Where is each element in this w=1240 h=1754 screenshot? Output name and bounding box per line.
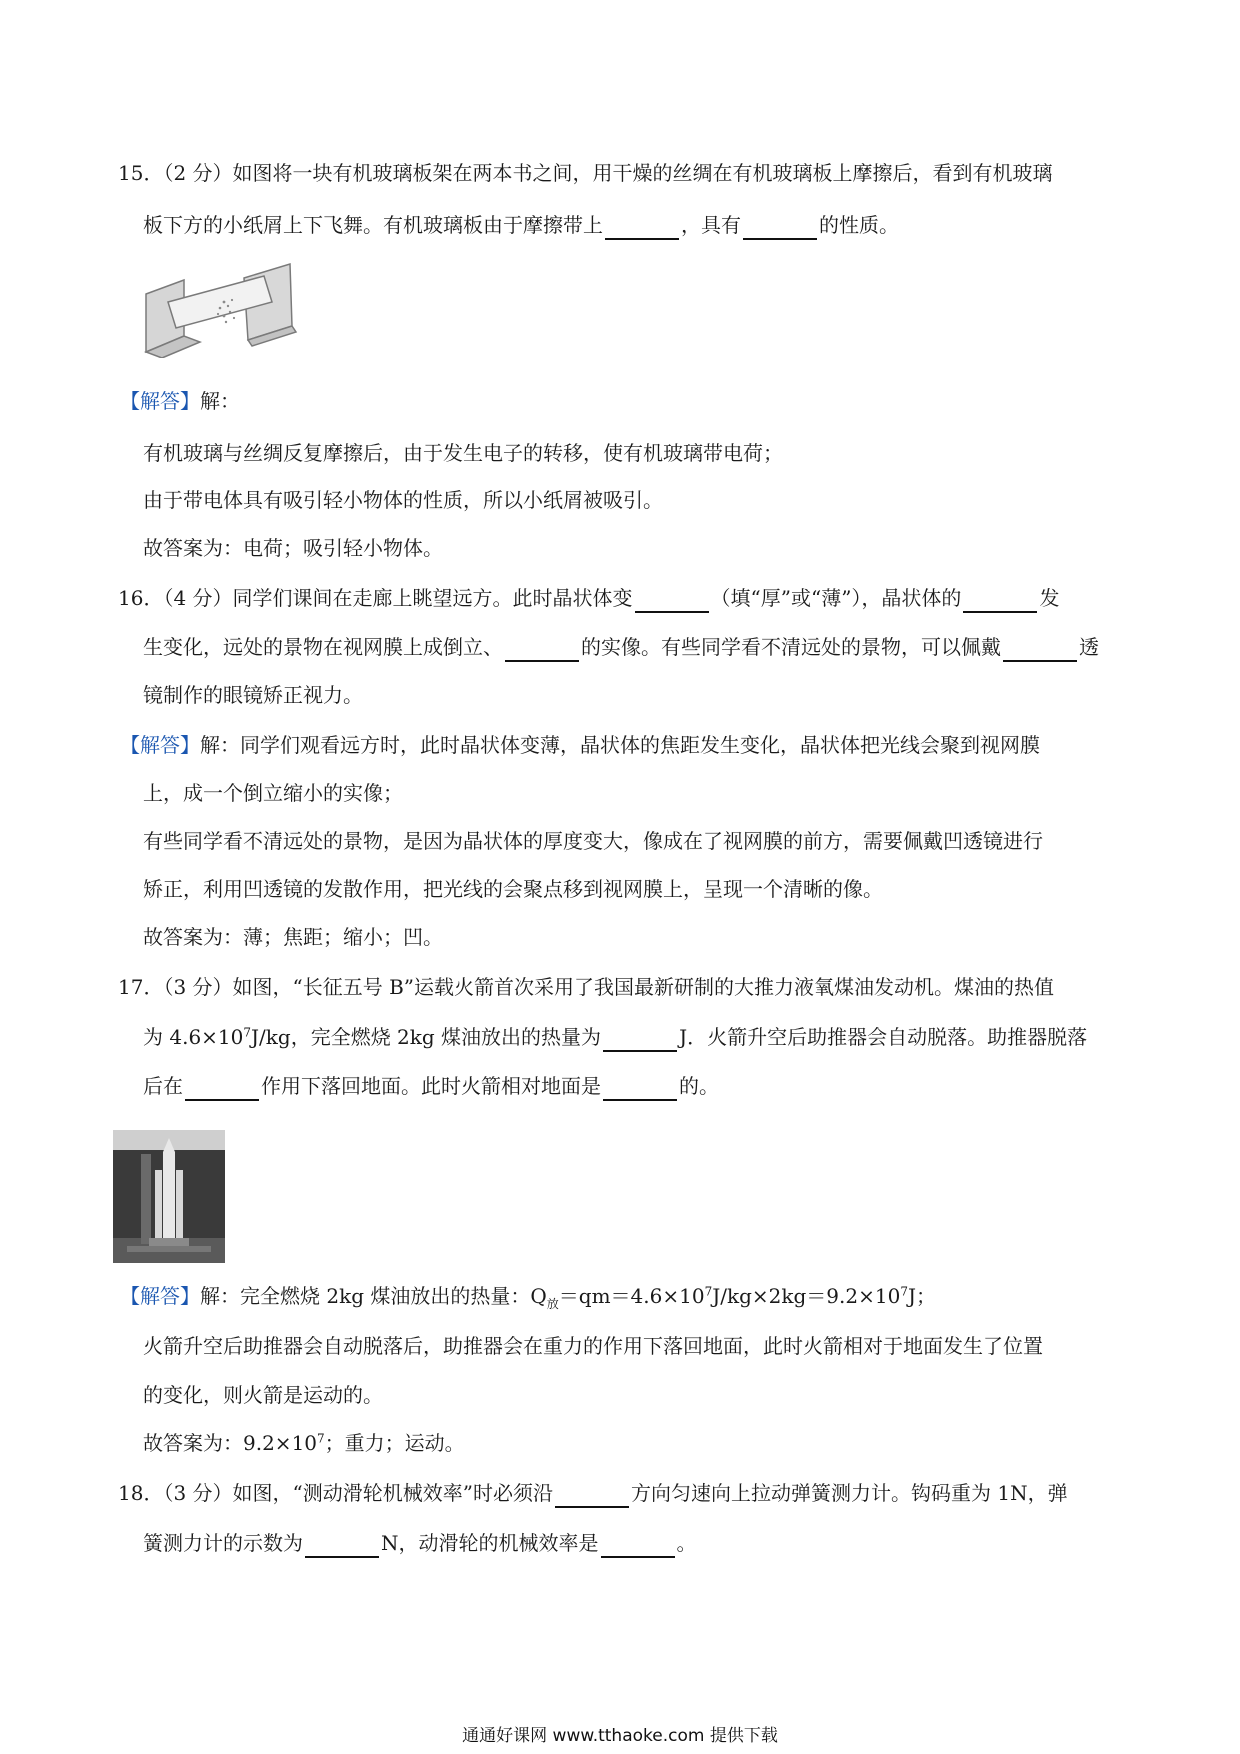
rocket-photo-figure — [113, 1130, 225, 1263]
q18-text-1a: 18．（3 分）如图，“测动滑轮机械效率”时必须沿 — [118, 1481, 553, 1505]
answer-blank — [603, 1026, 677, 1052]
answer-15-header — [120, 386, 240, 416]
answer-tag: 【解答】 — [120, 389, 200, 413]
answer-17-line-4 — [143, 1428, 465, 1458]
answer-17-line-2 — [143, 1331, 1043, 1361]
question-17-line-1 — [118, 972, 1054, 1002]
answer-blank — [305, 1532, 379, 1558]
answer-text: 故答案为：薄；焦距；缩小；凹。 — [143, 925, 443, 949]
answer-text: J； — [907, 1284, 936, 1308]
exponent: 7 — [317, 1431, 325, 1446]
q16-text-1b: （填“厚”或“薄”），晶状体的 — [710, 586, 962, 610]
answer-text: 解：完全燃烧 2kg 煤油放出的热量：Q — [200, 1284, 547, 1308]
q16-text-2b: 的实像。有些同学看不清远处的景物，可以佩戴 — [581, 635, 1001, 659]
q18-text-2b: N，动滑轮的机械效率是 — [381, 1531, 599, 1555]
q17-text-3b: 作用下落回地面。此时火箭相对地面是 — [261, 1074, 601, 1098]
answer-blank — [1003, 636, 1077, 662]
answer-blank — [505, 636, 579, 662]
q15-text-2b: ，具有 — [681, 213, 741, 237]
question-18-line-1 — [118, 1478, 1068, 1508]
question-16-line-3 — [143, 680, 363, 710]
answer-blank — [605, 214, 679, 240]
q16-text-2a: 生变化，远处的景物在视网膜上成倒立、 — [143, 635, 503, 659]
page-footer: 通通好课网 www.tthaoke.com 提供下载 — [462, 1726, 778, 1746]
answer-text: 的变化，则火箭是运动的。 — [143, 1383, 383, 1407]
answer-text: J/kg×2kg＝9.2×10 — [712, 1284, 901, 1308]
answer-blank — [743, 214, 817, 240]
answer-text: 有些同学看不清远处的景物，是因为晶状体的厚度变大，像成在了视网膜的前方，需要佩戴凹透镜进行 — [143, 829, 1043, 853]
answer-blank — [601, 1532, 675, 1558]
answer-text: ＝qm＝4.6×10 — [558, 1284, 705, 1308]
answer-head: 解： — [200, 389, 240, 413]
answer-blank — [555, 1482, 629, 1508]
q17-text-2c: J．火箭升空后助推器会自动脱落。助推器脱落 — [679, 1025, 1088, 1049]
q16-text-3: 镜制作的眼镜矫正视力。 — [143, 683, 363, 707]
answer-text: 故答案为：9.2×10 — [143, 1431, 318, 1455]
answer-16-line-4 — [143, 874, 883, 904]
answer-tag: 【解答】 — [120, 1284, 200, 1308]
answer-17-line-3 — [143, 1380, 383, 1410]
q16-text-2c: 透 — [1079, 635, 1099, 659]
answer-15-line-2 — [143, 485, 663, 515]
question-17-line-2 — [143, 1022, 1087, 1052]
answer-16-line-2 — [143, 778, 403, 808]
answer-text: 火箭升空后助推器会自动脱落后，助推器会在重力的作用下落回地面，此时火箭相对于地面发生了位置 — [143, 1334, 1043, 1358]
answer-text: 由于带电体具有吸引轻小物体的性质，所以小纸屑被吸引。 — [143, 488, 663, 512]
question-16-line-1 — [118, 583, 1059, 613]
answer-tag: 【解答】 — [120, 733, 200, 757]
answer-16-line-5 — [143, 922, 443, 952]
answer-17-line-1 — [120, 1281, 936, 1311]
q16-text-1c: 发 — [1039, 586, 1060, 610]
question-15-line-1 — [118, 158, 1053, 188]
q18-text-2c: 。 — [676, 1531, 697, 1555]
answer-blank — [963, 587, 1037, 613]
answer-text: 矫正，利用凹透镜的发散作用，把光线的会聚点移到视网膜上，呈现一个清晰的像。 — [143, 877, 883, 901]
answer-blank — [603, 1075, 677, 1101]
answer-15-line-1 — [143, 438, 783, 468]
q15-text-1: 15．（2 分）如图将一块有机玻璃板架在两本书之间，用干燥的丝绸在有机玻璃板上摩擦后，看到有机玻璃 — [118, 161, 1053, 185]
q17-text-3a: 后在 — [143, 1074, 183, 1098]
q16-text-1a: 16．（4 分）同学们课间在走廊上眺望远方。此时晶状体变 — [118, 586, 633, 610]
q15-text-2c: 的性质。 — [819, 213, 899, 237]
question-17-line-3 — [143, 1071, 719, 1101]
question-16-line-2 — [143, 632, 1099, 662]
answer-16-line-3 — [143, 826, 1043, 856]
answer-text: 故答案为：电荷；吸引轻小物体。 — [143, 536, 443, 560]
question-18-line-2 — [143, 1528, 697, 1558]
exponent: 7 — [704, 1284, 713, 1299]
exponent: 7 — [243, 1025, 252, 1040]
question-15-line-2 — [143, 210, 899, 240]
answer-text: ；重力；运动。 — [324, 1431, 465, 1455]
q15-text-2a: 板下方的小纸屑上下飞舞。有机玻璃板由于摩擦带上 — [143, 213, 603, 237]
answer-blank — [635, 587, 709, 613]
plexiglass-books-figure — [140, 262, 300, 358]
q18-text-1b: 方向匀速向上拉动弹簧测力计。钩码重为 1N，弹 — [630, 1481, 1068, 1505]
q17-text-1: 17．（3 分）如图，“长征五号 B”运载火箭首次采用了我国最新研制的大推力液氧煤油发动机。煤油的热值 — [118, 975, 1055, 999]
answer-text: 上，成一个倒立缩小的实像； — [143, 781, 403, 805]
answer-text: 解：同学们观看远方时，此时晶状体变薄，晶状体的焦距发生变化，晶状体把光线会聚到视网膜 — [200, 733, 1040, 757]
q17-text-2a: 为 4.6×10 — [143, 1025, 244, 1049]
answer-text: 有机玻璃与丝绸反复摩擦后，由于发生电子的转移，使有机玻璃带电荷； — [143, 441, 783, 465]
q17-text-3c: 的。 — [679, 1074, 719, 1098]
answer-15-line-3 — [143, 533, 443, 563]
answer-blank — [185, 1075, 259, 1101]
answer-16-line-1 — [120, 730, 1040, 760]
exponent: 7 — [900, 1284, 908, 1299]
q18-text-2a: 簧测力计的示数为 — [143, 1531, 303, 1555]
q17-text-2b: J/kg，完全燃烧 2kg 煤油放出的热量为 — [251, 1025, 602, 1049]
subscript: 放 — [546, 1297, 559, 1311]
